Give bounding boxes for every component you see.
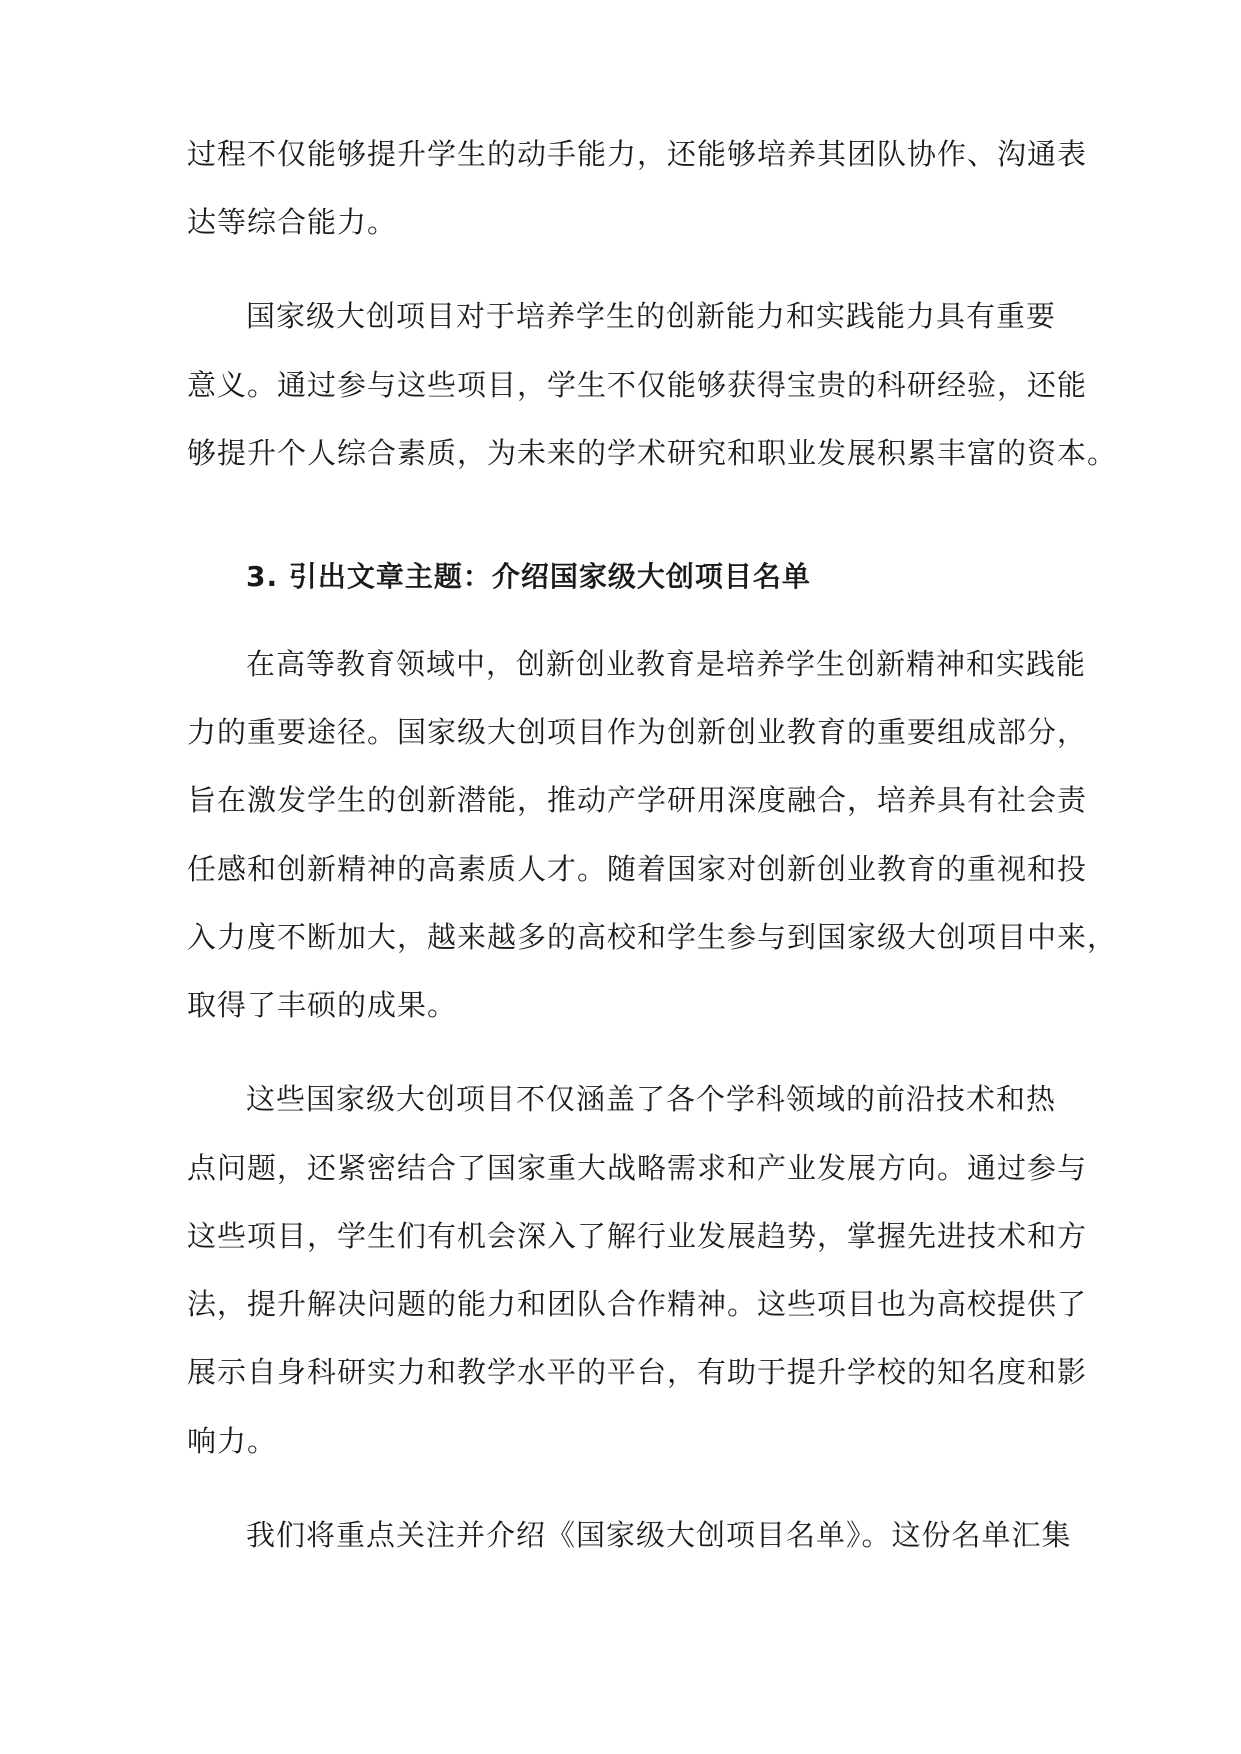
paragraph-line: 入力度不断加大，越来越多的高校和学生参与到国家级大创项目中来， (187, 920, 1118, 954)
paragraph-line: 达等综合能力。 (187, 205, 398, 239)
paragraph-line: 取得了丰硕的成果。 (187, 988, 458, 1022)
paragraph-line: 展示自身科研实力和教学水平的平台，有助于提升学校的知名度和影 (187, 1355, 1088, 1389)
paragraph-line: 我们将重点关注并介绍《国家级大创项目名单》。这份名单汇集 (246, 1518, 1072, 1552)
paragraph-line: 国家级大创项目对于培养学生的创新能力和实践能力具有重要 (246, 299, 1057, 333)
paragraph-line: 意义。通过参与这些项目，学生不仅能够获得宝贵的科研经验，还能 (187, 368, 1088, 402)
paragraph-line: 法，提升解决问题的能力和团队合作精神。这些项目也为高校提供了 (187, 1287, 1088, 1321)
paragraph-line: 过程不仅能够提升学生的动手能力，还能够培养其团队协作、沟通表 (187, 137, 1088, 171)
paragraph-line: 任感和创新精神的高素质人才。随着国家对创新创业教育的重视和投 (187, 852, 1088, 886)
paragraph-line: 点问题，还紧密结合了国家重大战略需求和产业发展方向。通过参与 (187, 1151, 1088, 1185)
paragraph-line: 在高等教育领域中，创新创业教育是培养学生创新精神和实践能 (246, 647, 1087, 681)
paragraph-line: 旨在激发学生的创新潜能，推动产学研用深度融合，培养具有社会责 (187, 783, 1088, 817)
paragraph-line: 力的重要途径。国家级大创项目作为创新创业教育的重要组成部分， (187, 715, 1088, 749)
paragraph-line: 响力。 (187, 1424, 278, 1458)
paragraph-line: 这些国家级大创项目不仅涵盖了各个学科领域的前沿技术和热 (246, 1082, 1057, 1116)
paragraph-line: 这些项目，学生们有机会深入了解行业发展趋势，掌握先进技术和方 (187, 1219, 1088, 1253)
section-heading: 3. 引出文章主题：介绍国家级大创项目名单 (246, 560, 811, 593)
paragraph-line: 够提升个人综合素质，为未来的学术研究和职业发展积累丰富的资本。 (187, 436, 1118, 470)
